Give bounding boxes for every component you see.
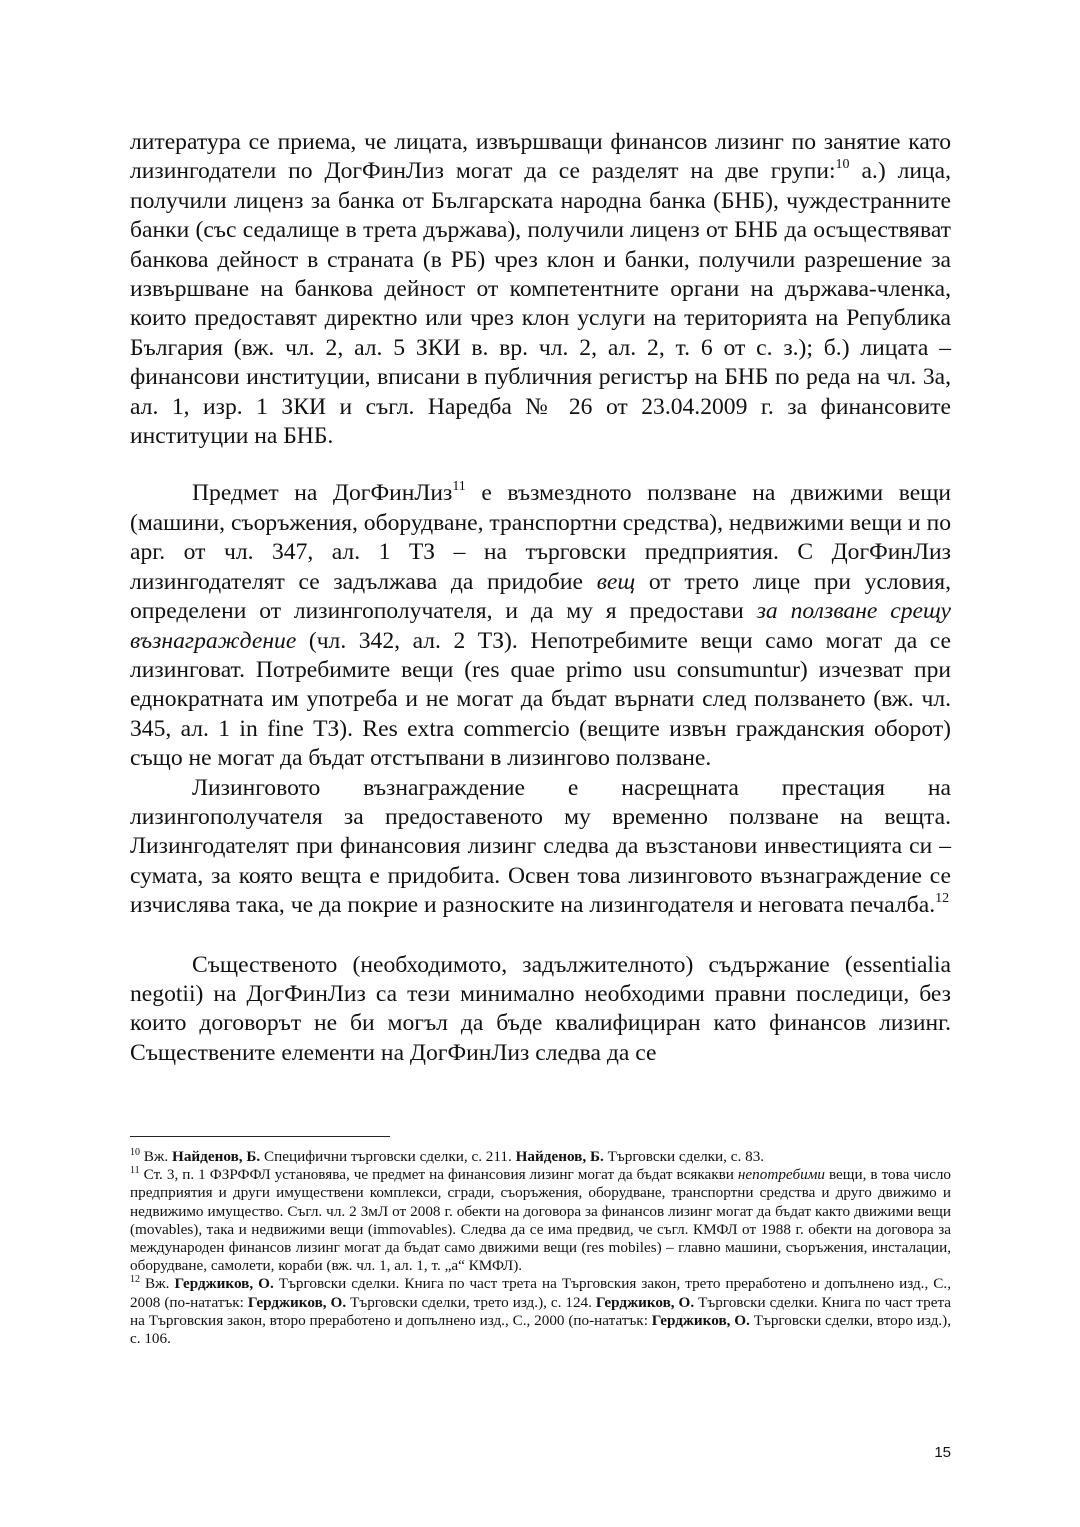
footnote-12-text-5: Търговски сделки, второ изд.), с. 106. — [130, 1311, 951, 1348]
footnote-number-12: 12 — [130, 1274, 140, 1286]
paragraph-4-text: Същественото (необходимото, задължителното) съдържание (essentialia negotii) на ДогФинЛиз са тези минимално необходими правни последици, без които договорът не би могъл да бъде квалифициран като финансов лизинг. Съществените елементи на ДогФинЛиз следва да се — [130, 951, 951, 1066]
paragraph-1-text: литература се приема, че лицата, извършващи финансов лизинг по занятие като лизингодатели по ДогФинЛиз могат да се разделят на две групи: — [130, 129, 951, 185]
footnote-10-text-1: Вж. — [140, 1148, 173, 1165]
footnote-12 — [130, 1275, 951, 1348]
footnote-12-author-2: Герджиков, О. — [247, 1293, 347, 1311]
emphasis-use-for-remuneration: за ползване срещу възнаграждение — [130, 598, 951, 654]
footnote-12-text-1: Вж. — [140, 1275, 175, 1293]
footnote-separator — [130, 1136, 390, 1137]
footnote-10-author-2: Найденов, Б. — [515, 1148, 604, 1165]
footnote-10-text-2: Специфични търговски сделки, с. 211. — [260, 1148, 516, 1165]
main-text — [130, 128, 951, 1068]
paragraph-2-text-a: Предмет на ДогФинЛиз — [192, 480, 453, 507]
paragraph-2-text-d: (чл. 342, ал. 2 ТЗ). Непотребимите вещи само могат да се лизинговат. Потребимите вещи (res quae primo usu consumuntur) изчезват при еднократната им употреба и не могат да бъдат върнати след ползването (вж. чл. 345, ал. 1 in fine ТЗ). Res extra commercio (вещите извън гражданския оборот) също не могат да бъдат отстъпвани в лизингово ползване. — [130, 627, 951, 772]
footnote-10-author-1: Найденов, Б. — [172, 1148, 261, 1165]
footnote-ref-11[interactable]: 11 — [452, 479, 466, 495]
paragraph-2-text-b: е възмездното ползване на движими вещи (машини, съоръжения, оборудване, транспортни средства), недвижими вещи и по арг. от чл. 347, ал. 1 ТЗ – на търговски предприятия. С ДогФинЛиз лизингодателят се задължава да придобие — [130, 480, 951, 595]
paragraph-3 — [130, 774, 951, 921]
footnote-11-text-2: вещи, в това число предприятия и други имуществени комплекси, сгради, съоръжения, оборудване, транспортни средства и друго движимо и недвижимо имущество. Съгл. чл. 2 ЗмЛ от 2008 г. обекти на договора за финансов лизинг могат да бъдат както движими вещи (movables), така и недвижими вещи (immovables). Следва да се има предвид, че съгл. КМФЛ от 1988 г. обекти на договора за международен финансов лизинг могат да бъдат само движими вещи (res mobiles) – главно машини, съоръжения, инсталации, оборудване, самолети, кораби (вж. чл. 1, ал. 1, т. „а“ КМФЛ). — [130, 1166, 951, 1275]
paragraph-3-text: Лизинговото възнаграждение е насрещната престация на лизингополучателя за предоставеното му временно ползване на вещта. Лизингодателят при финансовия лизинг следва да възстанови инвестицията си – сумата, за която вещта е придобита. Освен това лизинговото възнаграждение се изчислява така, че да покрие и разноските на лизингодателя и неговата печалба. — [130, 774, 951, 919]
footnote-number-10: 10 — [130, 1147, 140, 1158]
footnote-11-text-1: Ст. 3, п. 1 ФЗРФФЛ установява, че предмет на финансовия лизинг могат да бъдат всякакви — [139, 1166, 738, 1184]
footnote-number-11: 11 — [130, 1165, 140, 1177]
paragraph-4 — [130, 951, 951, 1069]
paragraph-1-rest: а.) лица, получили лиценз за банка от Българската народна банка (БНБ), чуждестранните банки (със седалище в трета държава), получили лиценз от БНБ да осъществяват банкова дейност в страната (в РБ) чрез клон и банки, получили разрешение за извършване на банкова дейност от компетентните органи на държава-членка, които предоставят директно или чрез клон услуги на територията на Република България (вж. чл. 2, ал. 5 ЗКИ в. вр. чл. 2, ал. 2, т. 6 от с. з.); б.) лицата – финансови институции, вписани в публичния регистър на БНБ по реда на чл. 3а, ал. 1, изр. 1 ЗКИ и съгл. Наредба № 26 от 23.04.2009 г. за финансовите институции на БНБ. — [130, 158, 951, 450]
footnotes — [130, 1148, 951, 1348]
emphasis-thing: вещ — [596, 568, 636, 595]
footnote-12-text-3: Търговски сделки, трето изд.), с. 124. — [346, 1293, 596, 1311]
paragraph-2-text-c: от трето лице при условия, определени от лизингополучателя, и да му я предостави — [130, 568, 951, 625]
page-number: 15 — [934, 1444, 951, 1461]
footnote-ref-12[interactable]: 12 — [935, 891, 950, 907]
footnote-12-author-1: Герджиков, О. — [174, 1275, 274, 1293]
footnote-10 — [130, 1148, 951, 1166]
footnote-11-emphasis: непотребими — [737, 1166, 825, 1184]
footnote-ref-10[interactable]: 10 — [835, 157, 850, 173]
footnote-10-text-3: Търговски сделки, с. 83. — [603, 1148, 765, 1165]
footnote-12-text-4: Търговски сделки. Книга по част трета на Търговския закон, второ преработено и допълнено изд., С., 2000 (по-нататък: — [130, 1293, 952, 1329]
paragraph-2 — [130, 479, 951, 773]
footnote-11 — [130, 1166, 951, 1275]
footnote-12-text-2: Търговски сделки. Книга по част трета на Търговския закон, трето преработено и допълнено изд., С., 2008 (по-нататък: — [130, 1275, 952, 1311]
paragraph-1 — [130, 128, 951, 451]
footnote-12-author-3: Герджиков, О. — [595, 1293, 695, 1311]
footnote-12-author-4: Герджиков, О. — [651, 1311, 750, 1329]
